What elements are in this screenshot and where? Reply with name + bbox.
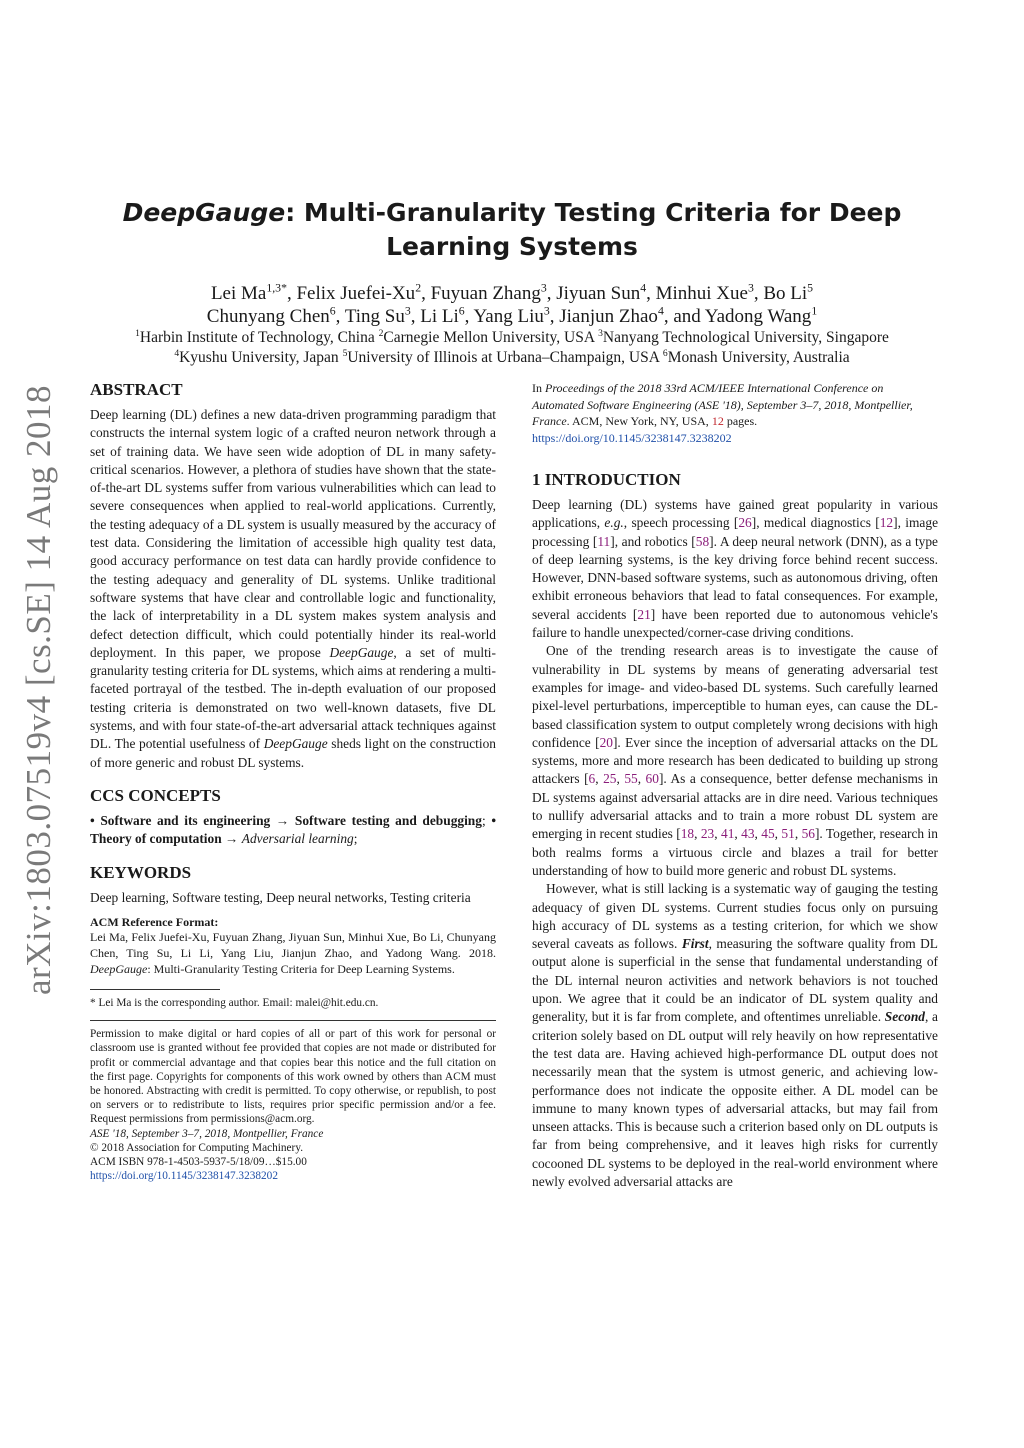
right-column	[532, 380, 938, 1191]
doi-link[interactable]: https://doi.org/10.1145/3238147.3238202	[90, 1170, 278, 1183]
arxiv-stamp-text: arXiv:1803.07519v4 [cs.SE] 14 Aug 2018	[19, 384, 58, 996]
footnote-rule	[90, 989, 220, 990]
footnote: * Lei Ma is the corresponding author. Email: malei@hit.edu.cn.	[90, 997, 379, 1010]
intro-para-1: Deep learning (DL) systems have gained great popularity in various applications, e.g., speech processing [26], medical diagnostics [12], image processing [11], and robotics [58]. A deep neural network (DNN), as a type of deep learning systems, is the key driving force behind recent success. However, DNN-based software systems, such as autonomous driving, often exhibit erroneous behaviors that lead to fatal consequences. For example, several accidents [21] have been reported due to autonomous vehicle's failure to handle unexpected/corner-case driving conditions.	[532, 497, 939, 641]
conf-line: ASE '18, September 3–7, 2018, Montpellier, France	[90, 1127, 324, 1140]
proceedings-note: In Proceedings of the 2018 33rd ACM/IEEE International Conference on Automated Software Engineering (ASE '18), September 3–7, 2018, Montpellier, France. ACM, New York, NY, USA, 12 pages. https://doi.org/10.1145/3238147.3238202	[532, 381, 913, 445]
proceedings-doi-link[interactable]: https://doi.org/10.1145/3238147.3238202	[532, 430, 732, 445]
intro-heading: 1 INTRODUCTION	[532, 470, 681, 489]
isbn: ACM ISBN 978-1-4503-5937-5/18/09…$15.00	[90, 1156, 307, 1169]
ccs-text: • Software and its engineering → Software testing and debugging; • Theory of computation → Adversarial learning;	[90, 812, 497, 847]
abstract-heading: ABSTRACT	[90, 380, 183, 399]
left-column	[90, 380, 496, 1183]
arxiv-stamp	[8, 380, 70, 1000]
copyright: © 2018 Association for Computing Machinery.	[90, 1141, 304, 1154]
title-rest: : Multi-Granularity Testing Criteria for Deep	[285, 198, 902, 227]
keywords-heading: KEYWORDS	[90, 862, 192, 882]
title-line2: Learning Systems	[386, 232, 638, 261]
authors-line1: Lei $Ma^{1,3*}$, Felix Juefei-Xu$^2$, Fuyuan Zhang$^3$, Jiyuan Sun$^4$, Minhui Xue$^3$, Bo Li$^5$	[210, 281, 814, 304]
permission-rule	[90, 1020, 496, 1021]
authors-line2: Chunyang Chen$^6$, Ting Su$^3$, Li Li$^6$, Yang Liu$^3$, Jianjun Zhao$^4$, and Yadong Wang$^1$	[206, 304, 818, 327]
author-list	[90, 282, 934, 328]
affil-line2: $^4$Kyushu University, Japan $^5$University of Illinois at Urbana–Champaign, USA $^6$Monash University, Australia	[174, 347, 850, 366]
abstract-text: Deep learning (DL) defines a new data-driven programming paradigm that constructs the internal system logic of a crafted neuron network through a set of training data. We have seen wide adoption of DL in many safety-critical scenarios. However, a plethora of studies have shown that the state-of-the-art DL systems suffer from various vulnerabilities which can lead to severe consequences when applied to real-world applications. Currently, the testing adequacy of a DL system is usually measured by the accuracy of test data. Considering the limitation of accessible high quality test data, good accuracy performance on test data can hardly provide confidence to the testing adequacy and generality of DL systems. Unlike traditional software systems that have clear and controllable logic and functionality, the lack of interpretability in a DL system makes system analysis and defect detection difficult, which could potentially hinder its real-world deployment. In this paper, we propose DeepGauge, a set of multi-granularity testing criteria for DL systems, which aims at rendering a multi-faceted portrayal of the testbed. The in-depth evaluation of our proposed testing criteria is demonstrated on two well-known datasets, five DL systems, and with four state-of-the-art adversarial attack techniques against DL. The potential usefulness of DeepGauge sheds light on the construction of more generic and robust DL systems.	[90, 407, 496, 770]
acm-ref-text: Lei Ma, Felix Juefei-Xu, Fuyuan Zhang, Jiyuan Sun, Minhui Xue, Bo Li, Chunyang Chen, Ting Su, Li Li, Yang Liu, Jianjun Zhao, and Yadong Wang. 2018. DeepGauge: Multi-Granularity Testing Criteria for Deep Learning Systems.	[90, 930, 496, 977]
affil-line1: $^1$Harbin Institute of Technology, China $^2$Carnegie Mellon University, USA $^3$Nanyang Technological University, Singapore	[135, 327, 889, 346]
affiliations	[90, 328, 934, 368]
acm-ref-heading: ACM Reference Format:	[90, 914, 219, 929]
ccs-heading: CCS CONCEPTS	[90, 785, 221, 805]
paper-title	[110, 196, 914, 264]
intro-para-2: One of the trending research areas is to investigate the cause of vulnerability in DL systems by means of generating adversarial test examples for image- and video-based DL systems. Such carefully learned pixel-level perturbations, imperceptible to human eyes, can cause the DL-based classification system to output completely wrong decisions with high confidence [20]. Ever since the inception of adversarial attacks on the DL systems, more and more research has been dedicated to building up strong attackers [6, 25, 55, 60]. As a consequence, better defense mechanisms in DL systems against adversarial attacks are in dire need. Various techniques to nullify adversarial attacks and to train a more robust DL system are emerging in recent studies [18, 23, 41, 43, 45, 51, 56]. Together, research in both realms forms a virtuous circle and blazes a trail for better understanding of how to build more generic and robust DL systems.	[532, 643, 938, 878]
title-deepgauge: DeepGauge	[122, 198, 286, 227]
keywords-text: Deep learning, Software testing, Deep neural networks, Testing criteria	[90, 889, 471, 905]
intro-para-3: However, what is still lacking is a systematic way of gauging the testing adequacy of given DL systems. Current studies focus only on pursuing high accuracy of DL systems as a testing criterion, for which we show several caveats as follows. First, measuring the software quality from DL output alone is superficial in the sense that fundamental understanding of the DL internal neuron activities and network behaviors is not touched upon. We agree that it could be an indicator of DL system quality and generality, but it is far from complete, and oftentimes unreliable. Second, a criterion solely based on DL output will rely heavily on how representative the test data are. Having achieved high-performance DL output does not necessarily mean that the system is utmost generic, and achieving low-performance does not indicate the opposite either. A DL model can be immune to many known types of adversarial attacks, but may fail from unseen attacks. This is because such a criterion based only on DL outputs is far from being comprehensive, and it leaves high risks for currently cocooned DL systems to be deployed in the real-world environment where newly evolved adversarial attacks are	[532, 881, 938, 1189]
permission-text: Permission to make digital or hard copies of all or part of this work for personal or classroom use is granted without fee provided that copies are not made or distributed for profit or commercial advantage and that copies bear this notice and the full citation on the first page. Copyrights for components of this work owned by others than ACM must be honored. Abstracting with credit is permitted. To copy otherwise, or republish, to post on servers or to redistribute to lists, requires prior specific permission and/or a fee. Request permissions from permissions@acm.org.	[90, 1028, 496, 1126]
